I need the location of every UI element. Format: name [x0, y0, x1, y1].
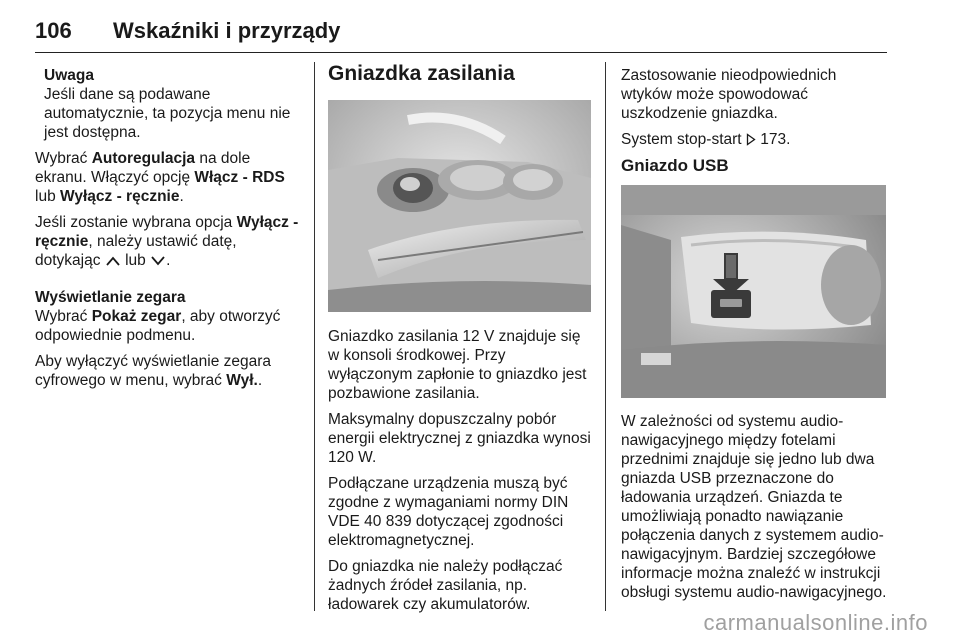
column-2	[328, 64, 594, 83]
column-3	[621, 66, 889, 175]
column-divider	[314, 62, 315, 611]
paragraph: Do gniazdka nie należy podłączać żadnych źródeł zasilania, np. ładowarek czy akumulatorów.	[328, 558, 563, 613]
note-box	[35, 66, 303, 142]
section-heading: Gniazdo USB	[621, 156, 729, 175]
watermark: carmanualsonline.info	[703, 610, 928, 635]
column-1	[35, 66, 303, 397]
paragraph: Aby wyłączyć wyświetlanie zegara cyfrowego w menu, wybrać Wył..	[35, 353, 272, 389]
paragraph: Maksymalny dopuszczalny pobór energii elektrycznej z gniazdka wynosi 120 W.	[328, 411, 591, 466]
paragraph: System stop-start 173.	[621, 131, 791, 148]
paragraph: Zastosowanie nieodpowiednich wtyków może spowodować uszkodzenie gniazdka.	[621, 67, 837, 122]
chevron-down-icon	[150, 255, 166, 267]
section-heading: Gniazdka zasilania	[328, 62, 515, 85]
subsection-title: Wyświetlanie zegara	[35, 289, 186, 306]
column-2-body	[328, 327, 594, 621]
column-divider	[605, 62, 606, 611]
page-number: 106	[35, 18, 72, 43]
paragraph: Jeśli zostanie wybrana opcja Wyłącz - ręcznie, należy ustawić datę, dotykając lub .	[35, 214, 299, 269]
column-3-body	[621, 412, 889, 609]
power-outlet-illustration	[328, 100, 591, 312]
note-text: Jeśli dane są podawane automatycznie, ta pozycja menu nie jest dostępna.	[44, 86, 291, 141]
paragraph: Wybrać Autoregulacja na dole ekranu. Włączyć opcję Włącz - RDS lub Wyłącz - ręcznie.	[35, 150, 285, 205]
paragraph: W zależności od systemu audio-nawigacyjnego między fotelami przednimi znajduje się jedno lub dwa gniazda USB przeznaczone do ładowania urządzeń. Gniazda te umożliwiają ponadto nawiązanie połączenia danych z systemem audio-nawigacyjnym. Bardziej szczegółowe informacje można znaleźć w instrukcji obsługi systemu audio-nawigacyjnego.	[621, 413, 887, 601]
page-reference-icon	[746, 133, 756, 146]
paragraph: Podłączane urządzenia muszą być zgodne z wymaganiami normy DIN VDE 40 839 dotyczącej zgodności elektromagnetycznej.	[328, 475, 569, 549]
section-title: Wskaźniki i przyrządy	[113, 18, 341, 43]
usb-port-illustration	[621, 185, 886, 398]
paragraph: Gniazdko zasilania 12 V znajduje się w konsoli środkowej. Przy wyłączonym zapłonie to gniazdko jest pozbawione zasilania.	[328, 328, 587, 402]
note-title: Uwaga	[44, 67, 94, 84]
page-header	[35, 18, 340, 44]
paragraph: Wybrać Pokaż zegar, aby otworzyć odpowiednie podmenu.	[35, 308, 281, 344]
chevron-up-icon	[105, 255, 121, 267]
header-rule	[35, 52, 887, 53]
